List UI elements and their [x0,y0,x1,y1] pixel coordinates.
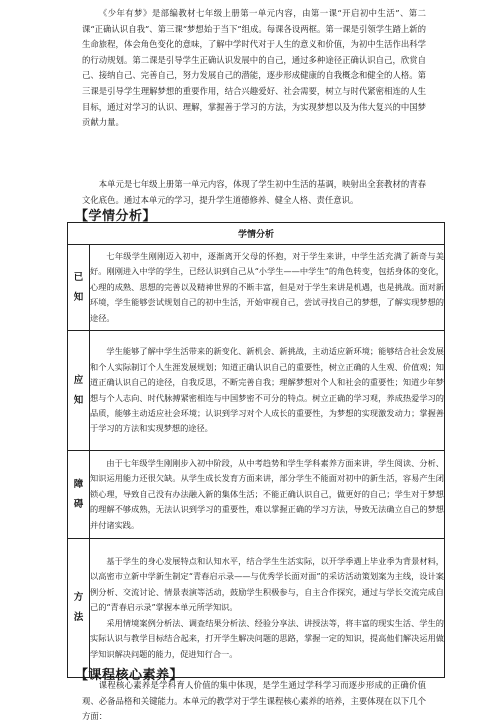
row-label-char: 法 [73,612,84,623]
table-row-methods [68,539,445,678]
table-row-obstacles [68,451,445,539]
row-label-char: 方 [73,592,84,603]
table-row-should-know [68,331,445,451]
outro-paragraph-1: 课程核心素养是学科育人价值的集中体现，是学生通过学科学习而逐步形成的正确价值观、必备品格和关键能力。本单元的教学对于学生课程核心素养的培养，主要体现在以下几个方面： [82,680,426,722]
intro-paragraph-2: 本单元是七年级上册第一单元内容，体现了学生初中生活的基调，映射出全套教材的青春文化底色。通过本单元的学习，提升学生道德修养、健全人格、责任意识。 [82,179,426,205]
row-label-char: 障 [73,478,84,490]
row-content-methods [90,539,445,678]
row-label-char: 碍 [73,498,84,510]
intro-paragraph-1: 《少年有梦》是部编教材七年级上册第一单元内容，由第一课“开启初中生活”、第二课“正确认识自我”、第三课“梦想始于当下”组成。每课各设两框。第一课是引领学生踏上新的生命旅程，体会角色变化的意味，了解中学时代对于人生的意义和价值，为初中生活作出科学的行动规划。第二课是引导学生正确认识发展中的自己，通过多种途径正确认识自己，欣赏自己、接纳自己、完善自己，努力发展自己的潜能，逐步形成健康的自我概念和健全的人格。第三课是引导学生理解梦想的重要作用，结合兴趣爱好、社会需要，树立与时代紧密相连的人生目标，通过对学习的认识、理解，掌握善于学习的方法，为实现梦想以及为伟大复兴的中国梦贡献力量。 [82,8,426,128]
row-label-known [68,245,90,331]
table-header: 学情分析 [68,223,445,245]
section-title-learning-analysis: 【学情分析】 [75,209,157,224]
row-label-char: 已 [73,271,84,283]
row-paragraph: 学生能够了解中学生活带来的新变化、新机会、新挑战，主动适应新环境；能够结合社会发展和个人实际制订个人生涯发展规划；知道正确认识自己的重要性，树立正确的人生观、价值观；知道正确认识自己的途径，自我反思，不断完善自我；理解梦想对个人和社会的重要性；知道少年梦想与个人志向、时代脉搏紧密相连与中国梦密不可分的特点。树立正确的学习观，养成热爱学习的品质，能够主动适应社会环境；认识到学习对个人成长的重要性，为梦想的实现激发动力；掌握善于学习的方法和实现梦想的途径。 [90,346,444,434]
row-paragraph: 采用情境案例分析法、调查结果分析法、经验分享法、讲授法等，将丰富的现实生活、学生的实际认识与教学目标结合起来，打开学生解决问题的思路，掌握一定的知识，提高他们解决运用做学知识解决问题的能力，促进知行合一。 [90,617,444,659]
row-paragraph: 基于学生的身心发展特点和认知水平，结合学生生活实际，以开学季遇上毕业季为背景材料，以高密市立新中学新生制定“青春启示录——与优秀学长面对面”的采访活动策划案为主线，设计案例分析、交流讨论、情景表演等活动，鼓励学生积极参与，自主合作探究，通过与学长交流完成自己的“青春启示录”掌握本单元所学知识。 [90,556,444,613]
row-label-methods [68,539,90,678]
row-content-known [90,245,445,331]
row-label-char: 知 [73,291,84,303]
row-content-should-know [90,331,445,451]
section-title-core-literacy: 【课程核心素养】 [75,668,184,683]
row-label-char: 应 [73,374,84,386]
row-paragraph: 七年级学生刚刚迈入初中，逐渐离开父母的怀抱，对于学生来讲，中学生活充满了新奇与美好。刚刚进入中学的学生，已经认识到自己从“小学生——中学生”的角色转变，包括身体的变化，心理的成熟、思想的完善以及精神世界的不断丰富，但是对于学生来讲是机遇，也是挑战。面对新环境，学生能够尝试规划自己的初中生活，开始审视自己，尝试寻找自己的梦想，了解实现梦想的途径。 [90,250,444,323]
table-row-known [68,245,445,331]
row-label-char: 知 [73,394,84,406]
learning-analysis-table [67,222,445,678]
row-content-obstacles [90,451,445,539]
row-paragraph: 由于七年级学生刚刚步入初中阶段，从中考趋势和学生学科素养方面来讲，学生阅读、分析、知识运用能力还很欠缺。从学生成长发育方面来讲，部分学生不能面对初中的新生活，容易产生闭锁心理，导致自己没有办法融入新的集体生活；不能正确认识自己，做更好的自己；学生对于梦想的理解不够成熟，无法认识到学习的重要性，难以掌握正确的学习方法，导致无法确立自己的梦想并付诸实践。 [90,457,444,530]
row-label-obstacles [68,451,90,539]
row-label-should-know [68,331,90,451]
